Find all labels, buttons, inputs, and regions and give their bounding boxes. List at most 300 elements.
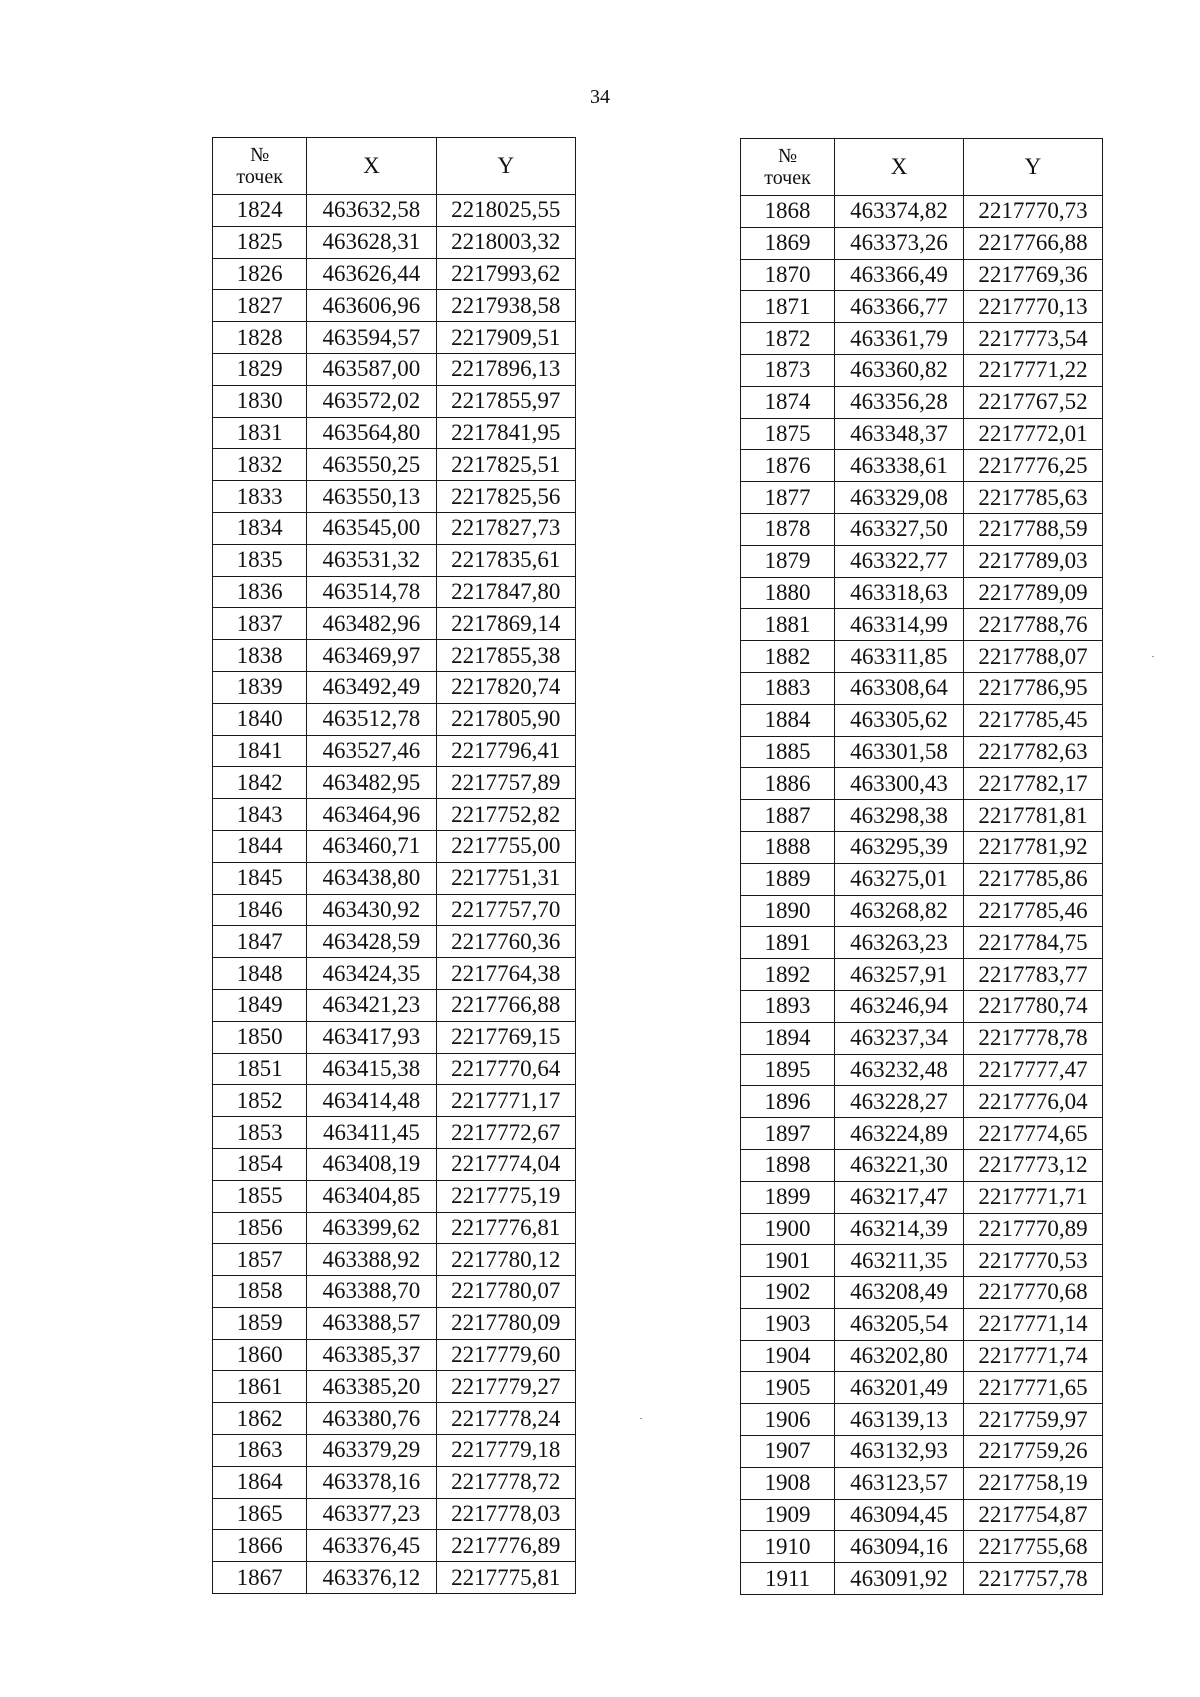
point-number-cell: 1857 <box>213 1244 307 1276</box>
y-coordinate-cell: 2217770,53 <box>963 1245 1102 1277</box>
x-coordinate-cell: 463564,80 <box>307 417 436 449</box>
point-number-cell: 1827 <box>213 290 307 322</box>
y-coordinate-cell: 2217785,63 <box>963 482 1102 514</box>
point-number-cell: 1824 <box>213 195 307 227</box>
table-row <box>213 449 576 481</box>
point-number-cell: 1896 <box>741 1086 835 1118</box>
point-number-cell: 1858 <box>213 1276 307 1308</box>
table-row <box>741 1086 1103 1118</box>
point-number-cell: 1880 <box>741 577 835 609</box>
y-coordinate-cell: 2217786,95 <box>963 672 1102 704</box>
table-row <box>741 768 1103 800</box>
point-number-cell: 1885 <box>741 736 835 768</box>
point-number-cell: 1845 <box>213 862 307 894</box>
table-row <box>741 386 1103 418</box>
table-header-row <box>741 139 1103 196</box>
x-coordinate-cell: 463356,28 <box>835 386 964 418</box>
x-coordinate-cell: 463123,57 <box>835 1467 964 1499</box>
table-row <box>741 1054 1103 1086</box>
y-coordinate-cell: 2217785,45 <box>963 704 1102 736</box>
y-coordinate-cell: 2217788,59 <box>963 513 1102 545</box>
y-coordinate-cell: 2217784,75 <box>963 927 1102 959</box>
table-row <box>741 1340 1103 1372</box>
table-row <box>213 703 576 735</box>
y-coordinate-cell: 2217780,07 <box>436 1276 575 1308</box>
point-number-cell: 1906 <box>741 1404 835 1436</box>
y-coordinate-cell: 2217764,38 <box>436 958 575 990</box>
point-number-cell: 1842 <box>213 767 307 799</box>
y-coordinate-cell: 2217778,03 <box>436 1498 575 1530</box>
y-coordinate-cell: 2217770,73 <box>963 196 1102 228</box>
y-coordinate-cell: 2217909,51 <box>436 322 575 354</box>
y-coordinate-cell: 2217847,80 <box>436 576 575 608</box>
x-coordinate-cell: 463527,46 <box>307 735 436 767</box>
x-coordinate-cell: 463305,62 <box>835 704 964 736</box>
y-coordinate-cell: 2217770,13 <box>963 291 1102 323</box>
table-row <box>741 513 1103 545</box>
y-coordinate-cell: 2217781,92 <box>963 831 1102 863</box>
y-coordinate-cell: 2217781,81 <box>963 800 1102 832</box>
x-coordinate-cell: 463221,30 <box>835 1149 964 1181</box>
x-coordinate-cell: 463094,16 <box>835 1531 964 1563</box>
table-row <box>741 323 1103 355</box>
y-coordinate-cell: 2217772,67 <box>436 1117 575 1149</box>
table-row <box>741 1499 1103 1531</box>
y-coordinate-cell: 2217869,14 <box>436 608 575 640</box>
x-coordinate-cell: 463228,27 <box>835 1086 964 1118</box>
point-number-cell: 1887 <box>741 800 835 832</box>
point-number-cell: 1894 <box>741 1022 835 1054</box>
x-coordinate-cell: 463091,92 <box>835 1563 964 1595</box>
table-row <box>213 1276 576 1308</box>
x-coordinate-cell: 463322,77 <box>835 545 964 577</box>
y-coordinate-cell: 2217755,68 <box>963 1531 1102 1563</box>
x-coordinate-cell: 463388,92 <box>307 1244 436 1276</box>
table-row <box>213 1148 576 1180</box>
table-row <box>213 1212 576 1244</box>
table-row <box>741 831 1103 863</box>
table-body-left <box>213 195 576 1594</box>
table-row <box>741 1372 1103 1404</box>
y-coordinate-cell: 2217771,22 <box>963 354 1102 386</box>
x-coordinate-cell: 463545,00 <box>307 512 436 544</box>
x-coordinate-cell: 463214,39 <box>835 1213 964 1245</box>
table-row <box>213 1244 576 1276</box>
y-coordinate-cell: 2217779,18 <box>436 1435 575 1467</box>
point-number-cell: 1902 <box>741 1277 835 1309</box>
x-coordinate-cell: 463377,23 <box>307 1498 436 1530</box>
y-coordinate-cell: 2217778,72 <box>436 1466 575 1498</box>
x-coordinate-cell: 463512,78 <box>307 703 436 735</box>
x-coordinate-cell: 463411,45 <box>307 1117 436 1149</box>
x-coordinate-cell: 463376,12 <box>307 1562 436 1594</box>
y-coordinate-cell: 2217776,25 <box>963 450 1102 482</box>
y-coordinate-cell: 2217767,52 <box>963 386 1102 418</box>
y-coordinate-cell: 2217773,54 <box>963 323 1102 355</box>
table-row <box>741 1436 1103 1468</box>
point-number-cell: 1882 <box>741 641 835 673</box>
x-coordinate-cell: 463373,26 <box>835 227 964 259</box>
table-row <box>741 863 1103 895</box>
y-coordinate-cell: 2217776,81 <box>436 1212 575 1244</box>
x-coordinate-cell: 463327,50 <box>835 513 964 545</box>
point-number-cell: 1872 <box>741 323 835 355</box>
scan-speck <box>640 1418 642 1419</box>
x-coordinate-cell: 463205,54 <box>835 1308 964 1340</box>
point-number-cell: 1860 <box>213 1339 307 1371</box>
x-coordinate-cell: 463399,62 <box>307 1212 436 1244</box>
point-number-cell: 1855 <box>213 1180 307 1212</box>
y-coordinate-cell: 2217820,74 <box>436 671 575 703</box>
point-number-cell: 1883 <box>741 672 835 704</box>
table-row <box>213 958 576 990</box>
table-row <box>213 862 576 894</box>
header-y: Y <box>436 138 575 195</box>
table-header-row <box>213 138 576 195</box>
y-coordinate-cell: 2217778,78 <box>963 1022 1102 1054</box>
point-number-cell: 1850 <box>213 1021 307 1053</box>
y-coordinate-cell: 2217896,13 <box>436 353 575 385</box>
x-coordinate-cell: 463208,49 <box>835 1277 964 1309</box>
point-number-cell: 1835 <box>213 544 307 576</box>
point-number-cell: 1861 <box>213 1371 307 1403</box>
x-coordinate-cell: 463094,45 <box>835 1499 964 1531</box>
point-number-cell: 1873 <box>741 354 835 386</box>
point-number-cell: 1847 <box>213 926 307 958</box>
table-row <box>741 895 1103 927</box>
point-number-cell: 1833 <box>213 481 307 513</box>
table-row <box>213 481 576 513</box>
table-row <box>213 894 576 926</box>
y-coordinate-cell: 2217770,68 <box>963 1277 1102 1309</box>
table-row <box>741 990 1103 1022</box>
point-number-cell: 1907 <box>741 1436 835 1468</box>
point-number-cell: 1871 <box>741 291 835 323</box>
y-coordinate-cell: 2217771,14 <box>963 1308 1102 1340</box>
y-coordinate-cell: 2217775,19 <box>436 1180 575 1212</box>
y-coordinate-cell: 2217789,03 <box>963 545 1102 577</box>
table-row <box>741 291 1103 323</box>
coordinates-table-left <box>212 137 576 1594</box>
point-number-cell: 1904 <box>741 1340 835 1372</box>
y-coordinate-cell: 2217825,51 <box>436 449 575 481</box>
table-row <box>213 1021 576 1053</box>
x-coordinate-cell: 463257,91 <box>835 959 964 991</box>
y-coordinate-cell: 2217766,88 <box>436 989 575 1021</box>
x-coordinate-cell: 463404,85 <box>307 1180 436 1212</box>
table-row <box>213 290 576 322</box>
y-coordinate-cell: 2217783,77 <box>963 959 1102 991</box>
x-coordinate-cell: 463366,77 <box>835 291 964 323</box>
table-row <box>213 1403 576 1435</box>
table-row <box>213 417 576 449</box>
point-number-cell: 1900 <box>741 1213 835 1245</box>
table-row <box>213 226 576 258</box>
x-coordinate-cell: 463360,82 <box>835 354 964 386</box>
point-number-cell: 1890 <box>741 895 835 927</box>
point-number-cell: 1866 <box>213 1530 307 1562</box>
table-row <box>213 322 576 354</box>
point-number-cell: 1832 <box>213 449 307 481</box>
x-coordinate-cell: 463408,19 <box>307 1148 436 1180</box>
y-coordinate-cell: 2218003,32 <box>436 226 575 258</box>
point-number-cell: 1878 <box>741 513 835 545</box>
table-row <box>213 385 576 417</box>
y-coordinate-cell: 2217993,62 <box>436 258 575 290</box>
x-coordinate-cell: 463232,48 <box>835 1054 964 1086</box>
x-coordinate-cell: 463414,48 <box>307 1085 436 1117</box>
y-coordinate-cell: 2217771,74 <box>963 1340 1102 1372</box>
point-number-cell: 1834 <box>213 512 307 544</box>
x-coordinate-cell: 463318,63 <box>835 577 964 609</box>
table-row <box>741 1467 1103 1499</box>
x-coordinate-cell: 463378,16 <box>307 1466 436 1498</box>
point-number-cell: 1898 <box>741 1149 835 1181</box>
header-point-number <box>741 139 835 196</box>
x-coordinate-cell: 463464,96 <box>307 799 436 831</box>
x-coordinate-cell: 463132,93 <box>835 1436 964 1468</box>
x-coordinate-cell: 463301,58 <box>835 736 964 768</box>
x-coordinate-cell: 463482,96 <box>307 608 436 640</box>
y-coordinate-cell: 2217805,90 <box>436 703 575 735</box>
table-row <box>741 927 1103 959</box>
y-coordinate-cell: 2217788,76 <box>963 609 1102 641</box>
point-number-cell: 1911 <box>741 1563 835 1595</box>
header-points-word: точек <box>764 167 811 189</box>
point-number-cell: 1848 <box>213 958 307 990</box>
x-coordinate-cell: 463606,96 <box>307 290 436 322</box>
table-row <box>741 1404 1103 1436</box>
header-x: X <box>835 139 964 196</box>
y-coordinate-cell: 2217771,17 <box>436 1085 575 1117</box>
x-coordinate-cell: 463514,78 <box>307 576 436 608</box>
x-coordinate-cell: 463421,23 <box>307 989 436 1021</box>
table-row <box>741 1181 1103 1213</box>
table-row <box>213 258 576 290</box>
x-coordinate-cell: 463550,13 <box>307 481 436 513</box>
x-coordinate-cell: 463531,32 <box>307 544 436 576</box>
point-number-cell: 1836 <box>213 576 307 608</box>
table-row <box>741 800 1103 832</box>
point-number-cell: 1895 <box>741 1054 835 1086</box>
x-coordinate-cell: 463275,01 <box>835 863 964 895</box>
x-coordinate-cell: 463388,57 <box>307 1307 436 1339</box>
x-coordinate-cell: 463201,49 <box>835 1372 964 1404</box>
point-number-cell: 1897 <box>741 1118 835 1150</box>
scan-speck <box>1152 656 1154 657</box>
point-number-cell: 1865 <box>213 1498 307 1530</box>
x-coordinate-cell: 463295,39 <box>835 831 964 863</box>
y-coordinate-cell: 2217779,27 <box>436 1371 575 1403</box>
point-number-cell: 1838 <box>213 640 307 672</box>
y-coordinate-cell: 2217775,81 <box>436 1562 575 1594</box>
table-row <box>741 959 1103 991</box>
point-number-cell: 1893 <box>741 990 835 1022</box>
x-coordinate-cell: 463550,25 <box>307 449 436 481</box>
table-row <box>741 1149 1103 1181</box>
y-coordinate-cell: 2217827,73 <box>436 512 575 544</box>
point-number-cell: 1864 <box>213 1466 307 1498</box>
table-row <box>213 767 576 799</box>
point-number-cell: 1909 <box>741 1499 835 1531</box>
y-coordinate-cell: 2217752,82 <box>436 799 575 831</box>
x-coordinate-cell: 463415,38 <box>307 1053 436 1085</box>
x-coordinate-cell: 463417,93 <box>307 1021 436 1053</box>
table-row <box>213 1498 576 1530</box>
point-number-cell: 1849 <box>213 989 307 1021</box>
x-coordinate-cell: 463380,76 <box>307 1403 436 1435</box>
x-coordinate-cell: 463361,79 <box>835 323 964 355</box>
point-number-cell: 1877 <box>741 482 835 514</box>
point-number-cell: 1830 <box>213 385 307 417</box>
y-coordinate-cell: 2217835,61 <box>436 544 575 576</box>
point-number-cell: 1853 <box>213 1117 307 1149</box>
table-row <box>741 1213 1103 1245</box>
y-coordinate-cell: 2217773,12 <box>963 1149 1102 1181</box>
x-coordinate-cell: 463628,31 <box>307 226 436 258</box>
point-number-cell: 1892 <box>741 959 835 991</box>
table-row <box>213 544 576 576</box>
y-coordinate-cell: 2217757,70 <box>436 894 575 926</box>
y-coordinate-cell: 2217770,64 <box>436 1053 575 1085</box>
x-coordinate-cell: 463139,13 <box>835 1404 964 1436</box>
y-coordinate-cell: 2217777,47 <box>963 1054 1102 1086</box>
table-row <box>741 1531 1103 1563</box>
table-row <box>741 450 1103 482</box>
header-x: X <box>307 138 436 195</box>
y-coordinate-cell: 2217769,36 <box>963 259 1102 291</box>
x-coordinate-cell: 463366,49 <box>835 259 964 291</box>
table-row <box>213 195 576 227</box>
point-number-cell: 1876 <box>741 450 835 482</box>
point-number-cell: 1889 <box>741 863 835 895</box>
table-row <box>213 1530 576 1562</box>
point-number-cell: 1840 <box>213 703 307 735</box>
table-row <box>741 1277 1103 1309</box>
x-coordinate-cell: 463217,47 <box>835 1181 964 1213</box>
point-number-cell: 1852 <box>213 1085 307 1117</box>
point-number-cell: 1869 <box>741 227 835 259</box>
header-point-number <box>213 138 307 195</box>
x-coordinate-cell: 463594,57 <box>307 322 436 354</box>
table-row <box>213 1435 576 1467</box>
y-coordinate-cell: 2217759,97 <box>963 1404 1102 1436</box>
table-row <box>741 1308 1103 1340</box>
point-number-cell: 1905 <box>741 1372 835 1404</box>
point-number-cell: 1886 <box>741 768 835 800</box>
table-row <box>741 1022 1103 1054</box>
point-number-cell: 1846 <box>213 894 307 926</box>
y-coordinate-cell: 2217938,58 <box>436 290 575 322</box>
x-coordinate-cell: 463632,58 <box>307 195 436 227</box>
table-row <box>741 672 1103 704</box>
table-row <box>741 1563 1103 1595</box>
table-row <box>213 799 576 831</box>
table-body-right <box>741 196 1103 1595</box>
x-coordinate-cell: 463388,70 <box>307 1276 436 1308</box>
x-coordinate-cell: 463572,02 <box>307 385 436 417</box>
point-number-cell: 1854 <box>213 1148 307 1180</box>
table-row <box>213 640 576 672</box>
x-coordinate-cell: 463211,35 <box>835 1245 964 1277</box>
table-row <box>213 1562 576 1594</box>
y-coordinate-cell: 2217766,88 <box>963 227 1102 259</box>
point-number-cell: 1875 <box>741 418 835 450</box>
y-coordinate-cell: 2217770,89 <box>963 1213 1102 1245</box>
table-row <box>213 830 576 862</box>
y-coordinate-cell: 2217789,09 <box>963 577 1102 609</box>
x-coordinate-cell: 463329,08 <box>835 482 964 514</box>
header-number-sign: № <box>250 144 270 166</box>
y-coordinate-cell: 2217760,36 <box>436 926 575 958</box>
table-row <box>213 1339 576 1371</box>
point-number-cell: 1910 <box>741 1531 835 1563</box>
x-coordinate-cell: 463492,49 <box>307 671 436 703</box>
table-row <box>741 259 1103 291</box>
point-number-cell: 1825 <box>213 226 307 258</box>
table-row <box>741 482 1103 514</box>
x-coordinate-cell: 463224,89 <box>835 1118 964 1150</box>
point-number-cell: 1884 <box>741 704 835 736</box>
point-number-cell: 1831 <box>213 417 307 449</box>
x-coordinate-cell: 463202,80 <box>835 1340 964 1372</box>
table-row <box>741 1245 1103 1277</box>
page-number: 34 <box>590 86 610 108</box>
x-coordinate-cell: 463482,95 <box>307 767 436 799</box>
y-coordinate-cell: 2217755,00 <box>436 830 575 862</box>
x-coordinate-cell: 463300,43 <box>835 768 964 800</box>
table-row <box>741 227 1103 259</box>
point-number-cell: 1859 <box>213 1307 307 1339</box>
point-number-cell: 1891 <box>741 927 835 959</box>
y-coordinate-cell: 2217782,17 <box>963 768 1102 800</box>
y-coordinate-cell: 2217776,04 <box>963 1086 1102 1118</box>
y-coordinate-cell: 2217841,95 <box>436 417 575 449</box>
point-number-cell: 1867 <box>213 1562 307 1594</box>
x-coordinate-cell: 463385,20 <box>307 1371 436 1403</box>
table-row <box>213 989 576 1021</box>
x-coordinate-cell: 463385,37 <box>307 1339 436 1371</box>
y-coordinate-cell: 2217779,60 <box>436 1339 575 1371</box>
table-row <box>741 354 1103 386</box>
y-coordinate-cell: 2217771,65 <box>963 1372 1102 1404</box>
y-coordinate-cell: 2217757,78 <box>963 1563 1102 1595</box>
point-number-cell: 1862 <box>213 1403 307 1435</box>
header-y: Y <box>963 139 1102 196</box>
y-coordinate-cell: 2217855,38 <box>436 640 575 672</box>
x-coordinate-cell: 463376,45 <box>307 1530 436 1562</box>
table-row <box>213 735 576 767</box>
x-coordinate-cell: 463314,99 <box>835 609 964 641</box>
x-coordinate-cell: 463469,97 <box>307 640 436 672</box>
x-coordinate-cell: 463626,44 <box>307 258 436 290</box>
point-number-cell: 1881 <box>741 609 835 641</box>
y-coordinate-cell: 2217772,01 <box>963 418 1102 450</box>
x-coordinate-cell: 463348,37 <box>835 418 964 450</box>
table-row <box>213 671 576 703</box>
y-coordinate-cell: 2217758,19 <box>963 1467 1102 1499</box>
x-coordinate-cell: 463263,23 <box>835 927 964 959</box>
table-row <box>741 641 1103 673</box>
y-coordinate-cell: 2217757,89 <box>436 767 575 799</box>
table-row <box>741 609 1103 641</box>
x-coordinate-cell: 463311,85 <box>835 641 964 673</box>
table-row <box>213 1180 576 1212</box>
table-row <box>741 418 1103 450</box>
table-row <box>741 704 1103 736</box>
point-number-cell: 1841 <box>213 735 307 767</box>
x-coordinate-cell: 463246,94 <box>835 990 964 1022</box>
